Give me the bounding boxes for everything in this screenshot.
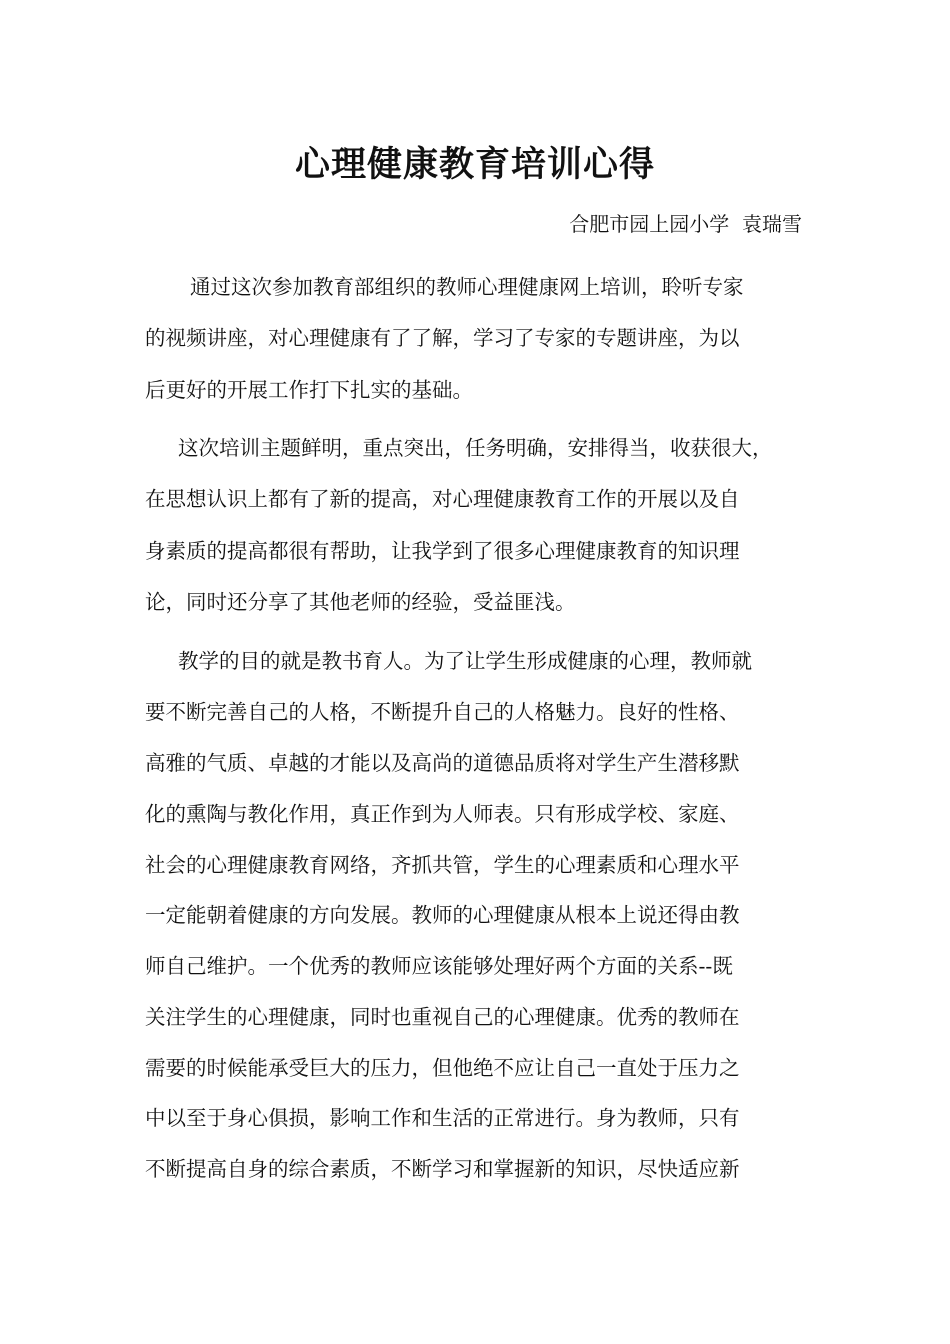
paragraph-line: 不断提高自身的综合素质，不断学习和掌握新的知识，尽快适应新 — [145, 1157, 740, 1181]
paragraph-line: 后更好的开展工作打下扎实的基础。 — [145, 378, 473, 402]
paragraph-line: 的视频讲座，对心理健康有了了解，学习了专家的专题讲座，为以 — [145, 326, 740, 350]
author-line: 合肥市园上园小学 袁瑞雪 — [569, 212, 802, 236]
paragraph-line: 师自己维护。一个优秀的教师应该能够处理好两个方面的关系--既 — [145, 954, 733, 978]
paragraph-line: 中以至于身心俱损，影响工作和生活的正常进行。身为教师，只有 — [145, 1106, 740, 1130]
paragraph-line: 需要的时候能承受巨大的压力，但他绝不应让自己一直处于压力之 — [145, 1056, 740, 1080]
paragraph-line: 要不断完善自己的人格，不断提升自己的人格魅力。良好的性格、 — [145, 700, 740, 724]
paragraph-line: 在思想认识上都有了新的提高，对心理健康教育工作的开展以及自 — [145, 487, 740, 511]
paragraph-line: 一定能朝着健康的方向发展。教师的心理健康从根本上说还得由教 — [145, 903, 740, 927]
paragraph-line: 高雅的气质、卓越的才能以及高尚的道德品质将对学生产生潜移默 — [145, 751, 740, 775]
paragraph-line: 身素质的提高都很有帮助，让我学到了很多心理健康教育的知识理 — [145, 539, 740, 563]
paragraph-line: 关注学生的心理健康，同时也重视自己的心理健康。优秀的教师在 — [145, 1005, 740, 1029]
paragraph-line: 通过这次参加教育部组织的教师心理健康网上培训，聆听专家 — [190, 275, 744, 299]
paragraph-line: 社会的心理健康教育网络，齐抓共管，学生的心理素质和心理水平 — [145, 853, 740, 877]
paragraph-line: 教学的目的就是教书育人。为了让学生形成健康的心理，教师就 — [178, 649, 752, 673]
paragraph-line: 化的熏陶与教化作用，真正作到为人师表。只有形成学校、家庭、 — [145, 802, 740, 826]
document-title: 心理健康教育培训心得 — [294, 144, 655, 185]
paragraph-line: 这次培训主题鲜明，重点突出，任务明确，安排得当，收获很大， — [178, 436, 773, 460]
paragraph-line: 论，同时还分享了其他老师的经验，受益匪浅。 — [145, 590, 576, 614]
